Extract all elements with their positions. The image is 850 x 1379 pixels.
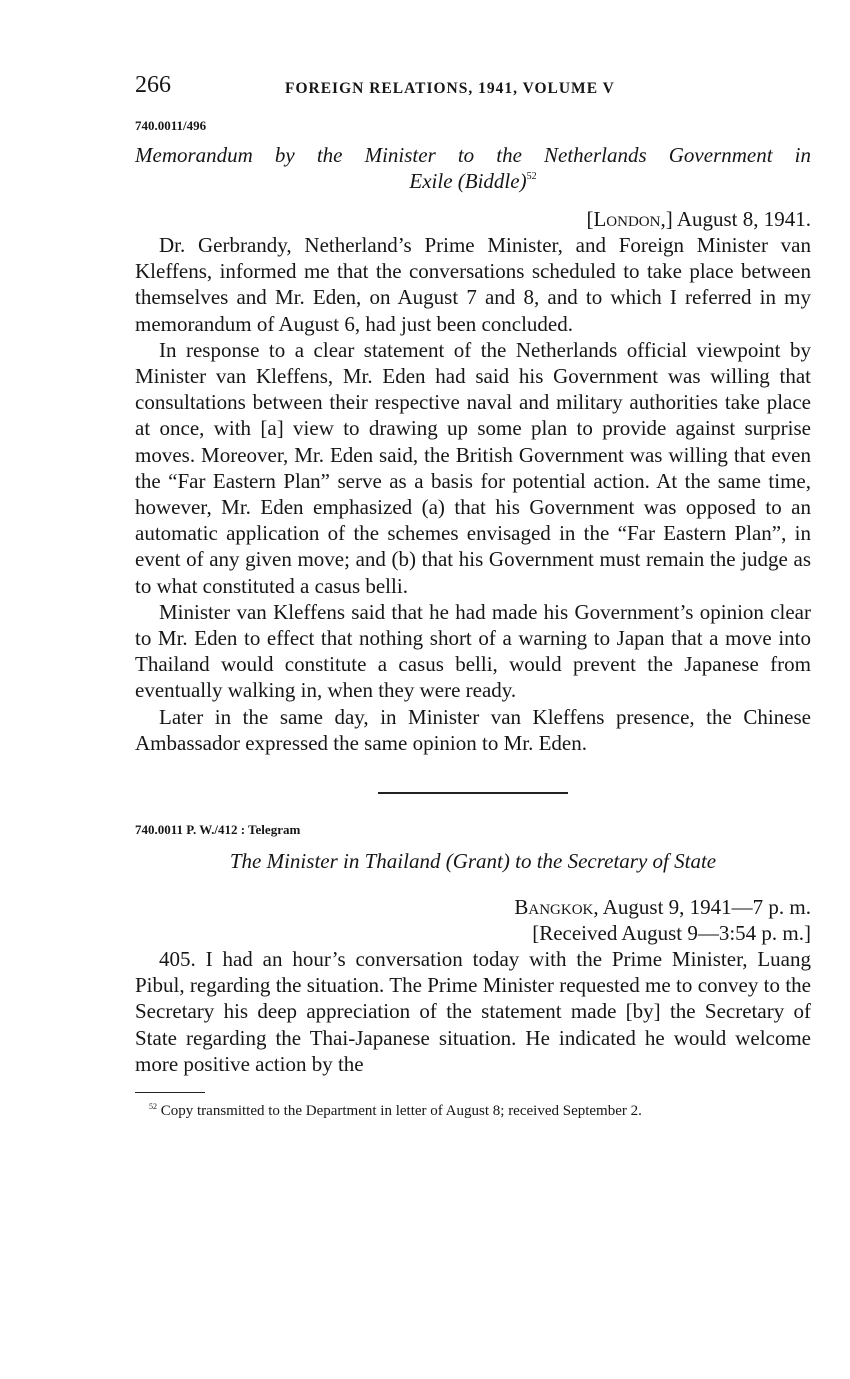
dateline [135,206,811,232]
telegram-date: August 9, 1941—7 p. m. [602,895,811,920]
file-number: 740.0011/496 [135,118,207,133]
section-divider [378,792,568,794]
dateline-place: [London,] [586,207,673,231]
telegram-dateline [135,894,811,946]
footnote-number: 52 [149,1102,157,1112]
footnote-rule [135,1092,205,1093]
document-title-line-2 [135,168,811,194]
footnote-reference: 52 [526,171,537,182]
telegram-file-number: 740.0011 P. W./412 : Telegram [135,822,301,838]
memo-paragraph-4: Later in the same day, in Minister van Kleffens presence, the Chinese Ambassador expressed the same opinion to Mr. Eden. [135,704,811,755]
telegram-place: Bangkok, [514,895,599,920]
telegram-received: [Received August 9—3:54 p. m.] [532,921,811,946]
telegram-paragraph: 405. I had an hour’s conversation today with the Prime Minister, Luang Pibul, regarding the situation. The Prime Minister requested me to convey to the Secretary his deep appreciation of the statement made [by] the Secretary of State regarding the Thai-Japanese situation. He indicated he would welcome more positive action by the [135,947,811,1076]
document-page [135,70,811,1120]
dateline-date: August 8, 1941. [676,207,811,231]
document-title [135,142,811,194]
document-title-line-2-text: Exile (Biddle) [409,169,527,193]
footnote-text: Copy transmitted to the Department in letter of August 8; received September 2. [160,1103,642,1120]
running-header [135,70,811,106]
page-number: 266 [135,72,171,98]
running-title: FOREIGN RELATIONS, 1941, VOLUME V [285,80,615,97]
memo-paragraph-1: Dr. Gerbrandy, Netherland’s Prime Minister, and Foreign Minister van Kleffens, informed me that the conversations scheduled to take place between themselves and Mr. Eden, on August 7 and 8, and to which I referred in my memorandum of August 6, had just been concluded. [135,233,811,336]
document-title-line-1: Memorandum by the Minister to the Netherlands Government in [135,143,811,167]
memo-paragraph-3: Minister van Kleffens said that he had made his Government’s opinion clear to Mr. Eden to effect that nothing short of a warning to Japan that a move into Thailand would constitute a casus belli, would prevent the Japanese from eventually walking in, when they were ready. [135,599,811,703]
memo-paragraph-2: In response to a clear statement of the Netherlands official viewpoint by Minister van Kleffens, Mr. Eden had said his Government was willing that consultations between their respective naval and military authorities take place at once, with [a] view to drawing up some plan to provide against surprise moves. Moreover, Mr. Eden said, the British Government was willing that even the “Far Eastern Plan” serve as a basis for potential action. At the same time, however, Mr. Eden emphasized (a) that his Government was opposed to an automatic application of the schemes envisaged in the “Far Eastern Plan”, in event of any given move; and (b) that his Government must remain the judge as to what constituted a casus belli. [135,337,811,598]
telegram-title: The Minister in Thailand (Grant) to the Secretary of State [229,849,717,874]
telegram-sent-line [135,894,811,920]
footnote [135,1103,811,1120]
